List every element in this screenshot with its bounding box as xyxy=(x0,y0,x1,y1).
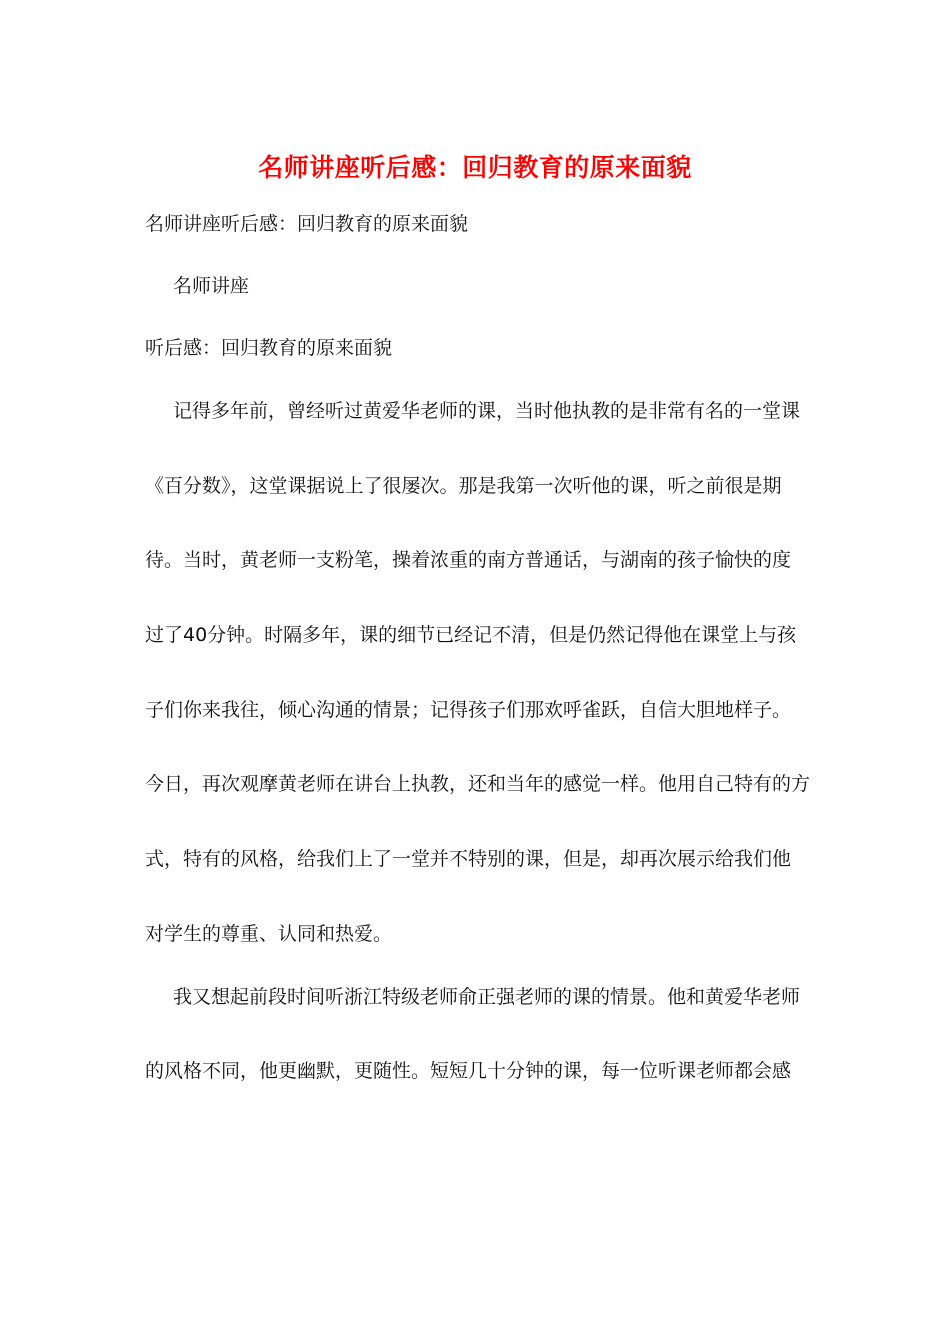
paragraph-1-line-3: 待。当时，黄老师一支粉笔，操着浓重的南方普通话，与湖南的孩子愉快的度 xyxy=(145,549,792,571)
paragraph-2-line-2: 的风格不同，他更幽默，更随性。短短几十分钟的课，每一位听课老师都会感 xyxy=(145,1060,792,1082)
subtitle-line: 名师讲座听后感：回归教育的原来面貌 xyxy=(145,213,469,235)
paragraph-1-line-7: 式，特有的风格，给我们上了一堂并不特别的课，但是，却再次展示给我们他 xyxy=(145,848,792,870)
header-line-reflection: 听后感：回归教育的原来面貌 xyxy=(145,337,393,359)
paragraph-2-line-1: 我又想起前段时间听浙江特级老师俞正强老师的课的情景。他和黄爱华老师 xyxy=(173,986,801,1008)
paragraph-1-line-6: 今日，再次观摩黄老师在讲台上执教，还和当年的感觉一样。他用自己特有的方 xyxy=(145,773,811,795)
paragraph-1-line-4: 过了40分钟。时隔多年，课的细节已经记不清，但是仍然记得他在课堂上与孩 xyxy=(145,624,797,646)
paragraph-1-line-1: 记得多年前，曾经听过黄爱华老师的课，当时他执教的是非常有名的一堂课 xyxy=(173,400,801,422)
paragraph-1-line-5: 子们你来我往，倾心沟通的情景；记得孩子们那欢呼雀跃，自信大胆地样子。 xyxy=(145,699,792,721)
paragraph-1-line-2: 《百分数》，这堂课据说上了很屡次。那是我第一次听他的课，听之前很是期 xyxy=(145,475,782,497)
paragraph-1-line-8: 对学生的尊重、认同和热爱。 xyxy=(145,923,393,945)
header-line-lecture: 名师讲座 xyxy=(173,275,250,297)
document-title: 名师讲座听后感：回归教育的原来面貌 xyxy=(258,153,692,182)
